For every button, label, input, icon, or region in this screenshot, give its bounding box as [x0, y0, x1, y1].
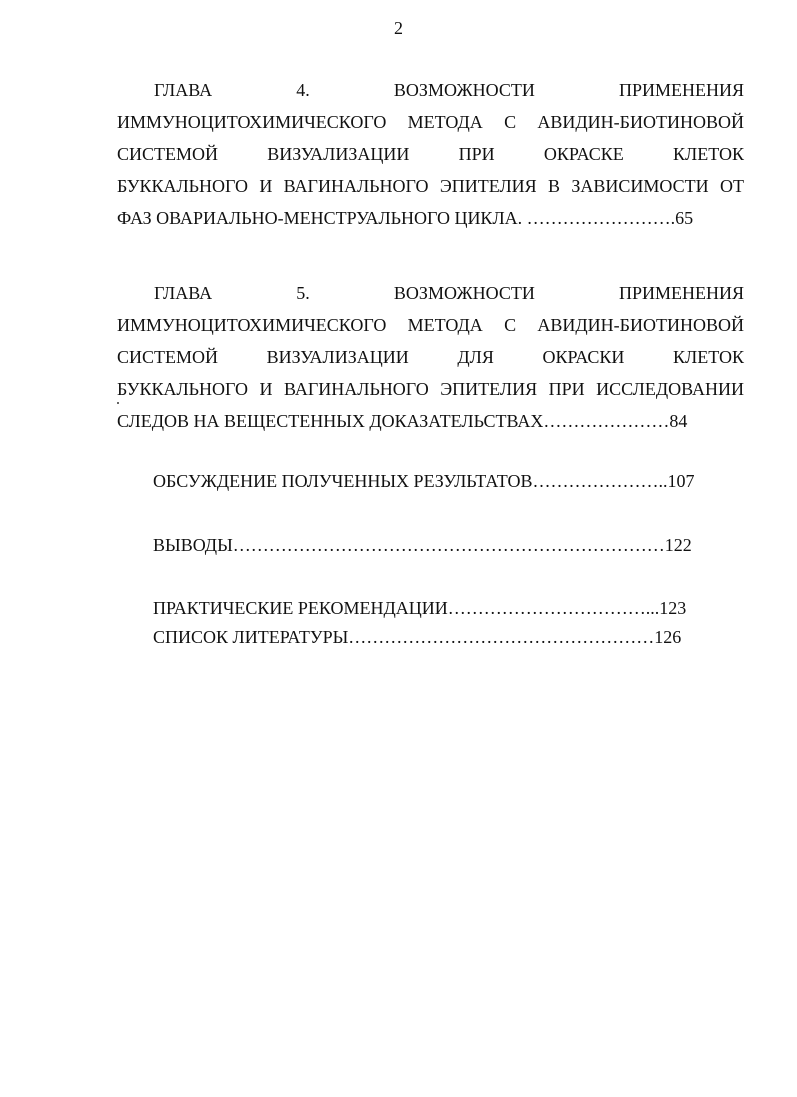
toc-entry-recommendations: ПРАКТИЧЕСКИЕ РЕКОМЕНДАЦИИ……………………………...123 [153, 598, 687, 618]
toc-chapter-4 [117, 74, 744, 234]
toc-entry-references: СПИСОК ЛИТЕРАТУРЫ……………………………………………126 [153, 627, 682, 647]
chapter-5-line-3: СИСТЕМОЙ ВИЗУАЛИЗАЦИИ ДЛЯ ОКРАСКИ КЛЕТОК [117, 347, 744, 367]
page-number: 2 [394, 18, 403, 38]
chapter-5-line-5: СЛЕДОВ НА ВЕЩЕСТЕННЫХ ДОКАЗАТЕЛЬСТВАХ…………………84 [117, 411, 688, 431]
chapter-4-line-2: ИММУНОЦИТОХИМИЧЕСКОГО МЕТОДА С АВИДИН-БИОТИНОВОЙ [117, 112, 744, 132]
toc-entry-discussion: ОБСУЖДЕНИЕ ПОЛУЧЕННЫХ РЕЗУЛЬТАТОВ…………………..107 [153, 471, 695, 491]
chapter-4-line-1: ГЛАВА 4. ВОЗМОЖНОСТИ ПРИМЕНЕНИЯ [154, 80, 744, 100]
chapter-4-line-4: БУККАЛЬНОГО И ВАГИНАЛЬНОГО ЭПИТЕЛИЯ В ЗАВИСИМОСТИ ОТ [117, 176, 744, 196]
toc-chapter-5 [117, 277, 744, 437]
chapter-5-line-2: ИММУНОЦИТОХИМИЧЕСКОГО МЕТОДА С АВИДИН-БИОТИНОВОЙ [117, 315, 744, 335]
chapter-5-line-4: БУККАЛЬНОГО И ВАГИНАЛЬНОГО ЭПИТЕЛИЯ ПРИ ИССЛЕДОВАНИИ [117, 379, 744, 399]
chapter-4-line-5: ФАЗ ОВАРИАЛЬНО-МЕНСТРУАЛЬНОГО ЦИКЛА. …………………….65 [117, 208, 694, 228]
scan-speck [117, 402, 119, 404]
chapter-5-line-1: ГЛАВА 5. ВОЗМОЖНОСТИ ПРИМЕНЕНИЯ [154, 283, 744, 303]
toc-entry-conclusions: ВЫВОДЫ………………………………………………………………122 [153, 535, 692, 555]
chapter-4-line-3: СИСТЕМОЙ ВИЗУАЛИЗАЦИИ ПРИ ОКРАСКЕ КЛЕТОК [117, 144, 744, 164]
